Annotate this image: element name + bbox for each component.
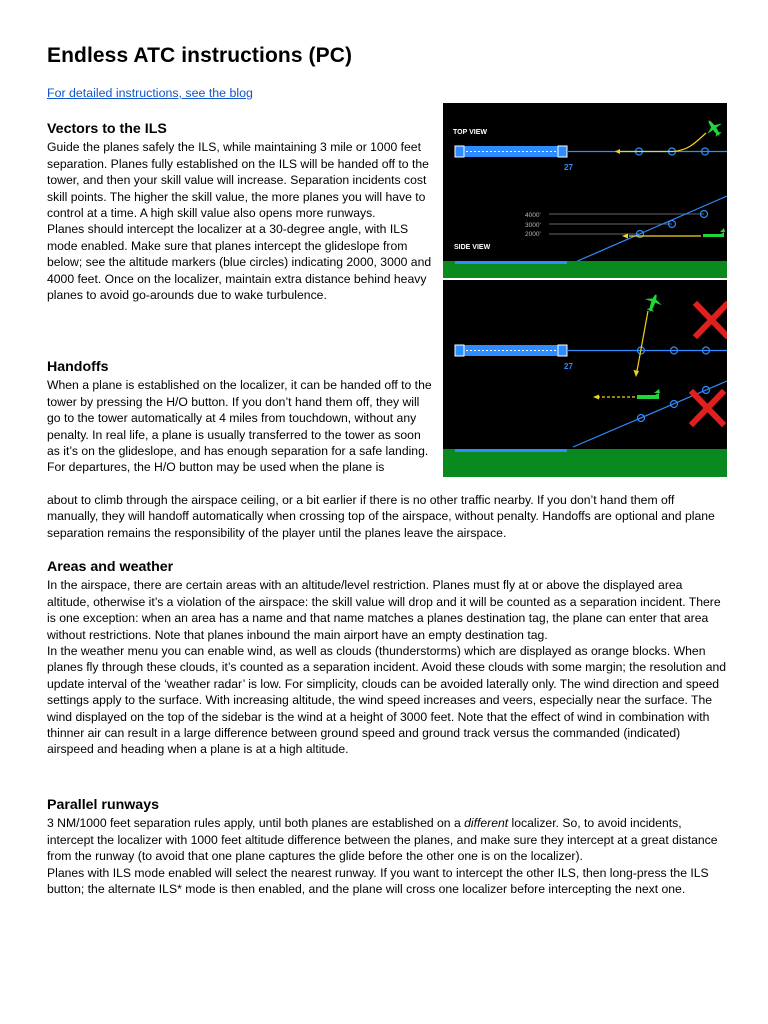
- paragraph: about to climb through the airspace ceiling, or a bit earlier if there is no other traffic nearby. If you don’t hand them off manually, they will handoff automatically when crossing top of the airspace, without penalty. Handoffs are optional and plane separation remains the responsibility of the player until the planes leave the airspace.: [47, 493, 715, 540]
- arrow-head: [593, 395, 599, 400]
- blog-link[interactable]: For detailed instructions, see the blog: [47, 86, 253, 100]
- glideslope: [573, 196, 727, 263]
- text-run: 3 NM/1000 feet separation rules apply, until both planes are established on a: [47, 816, 465, 831]
- paragraph: For departures, the H/O button may be used when the plane is: [47, 460, 385, 475]
- section-handoffs: [47, 359, 435, 476]
- paragraph: Guide the planes safely the ILS, while maintaining 3 mile or 1000 feet separation. Planes fully established on the ILS will be handed off to the tower, and then your skill value will increase. Separation incidents cost skill points. The higher the skill value, the more planes you will have to control at a time. A high skill value also opens more runways.: [47, 140, 429, 221]
- ground: [443, 449, 727, 477]
- section-heading: Parallel runways: [47, 797, 159, 813]
- page-title: Endless ATC instructions (PC): [47, 44, 353, 67]
- text-run: localizer. So, to avoid incidents, intercept the localizer with 1000 feet altitude difference between the planes, and make sure they intercept at a great distance from the runway (to avoid that one plane captures the glide before the other one is on the localizer).: [47, 816, 718, 864]
- runway-side: [455, 261, 567, 264]
- flight-path: [621, 133, 706, 152]
- plane-side-icon: [637, 389, 660, 399]
- cross-icon: [693, 393, 722, 423]
- plane-side-icon: [703, 228, 725, 237]
- top-view-label: TOP VIEW: [453, 129, 487, 136]
- section-vectors: [47, 121, 435, 303]
- runway-number: 27: [564, 362, 573, 371]
- ils-diagram: [443, 103, 727, 477]
- paragraph: When a plane is established on the localizer, it can be handed off to the tower by pressing the H/O button. If you don’t hand them off, they will go to the tower automatically at 4 miles from touchdown, without any penalty. In real life, a plane is usually transferred to the tower as soon as it’s on the glideslope, and has enough separation for a safe landing.: [47, 378, 432, 459]
- paragraph: In the weather menu you can enable wind, as well as clouds (thunderstorms) which are displayed as orange blocks. When planes fly through these clouds, it’s counted as a separation incident. Avoid these clouds with some margin; the resolution and update interval of the ‘weather radar’ is low. For simplicity, clouds can be avoided laterally only. The wind direction and speed settings apply to the surface. With increasing altitude, the wind speed increases and veers, especially near the surface. The wind displayed on the top of the sidebar is the wind at a height of 3000 feet. Note that the effect of wind in combination with thinner air can result in a large difference between ground speed and ground track versus the commanded (indicated) airspeed and heading when a plane is at a high altitude.: [47, 644, 727, 757]
- plane-icon: [641, 291, 664, 314]
- section-heading: Vectors to the ILS: [47, 121, 167, 137]
- plane-icon: [701, 115, 726, 140]
- panel-divider: [443, 278, 727, 280]
- runway-number: 27: [564, 163, 573, 172]
- runway-side: [455, 449, 567, 452]
- arrow-head: [634, 370, 640, 377]
- ils-illustration: [443, 103, 727, 477]
- paragraph: In the airspace, there are certain areas with an altitude/level restriction. Planes must fly at or above the displayed area altitude, otherwise it’s a violation of the airspace: the skill value will drop and it will be counted as a separation incident. There is one exception: when an area has a name and that name matches a planes destination tag, the plane can enter that area without restrictions. Note that planes inbound the main airport have an empty destination tag.: [47, 578, 721, 642]
- section-heading: Handoffs: [47, 359, 109, 375]
- runway-top: [455, 345, 567, 356]
- paragraph: Planes with ILS mode enabled will select the nearest runway. If you want to intercept the other ILS, then long-press the ILS button; the alternate ILS* mode is then enabled, and the plane will cross one localizer before intercepting the next one.: [47, 865, 709, 897]
- section-parallel-runways: [47, 797, 727, 897]
- section-handoffs-continued: [47, 492, 727, 541]
- altitude-label-3000: 3000': [525, 222, 541, 229]
- flight-path: [637, 311, 648, 371]
- side-view-label: SIDE VIEW: [454, 244, 491, 251]
- paragraph: [47, 815, 727, 864]
- section-heading: Areas and weather: [47, 559, 174, 575]
- arrow-head: [615, 149, 620, 154]
- paragraph: Planes should intercept the localizer at a 30-degree angle, with ILS mode enabled. Make sure that planes intercept the glideslope from below; see the altitude markers (blue circles) indicating 2000, 3000 and 4000 feet. Once on the localizer, maintain extra distance behind heavy planes to avoid go-arounds due to wake turbulence.: [47, 222, 432, 303]
- altitude-label-4000: 4000': [525, 212, 541, 219]
- emphasis: different: [464, 816, 509, 831]
- section-areas-weather: [47, 559, 727, 758]
- runway-top: [455, 146, 567, 157]
- altitude-label-2000: 2000': [525, 231, 541, 238]
- cross-icon: [697, 305, 726, 335]
